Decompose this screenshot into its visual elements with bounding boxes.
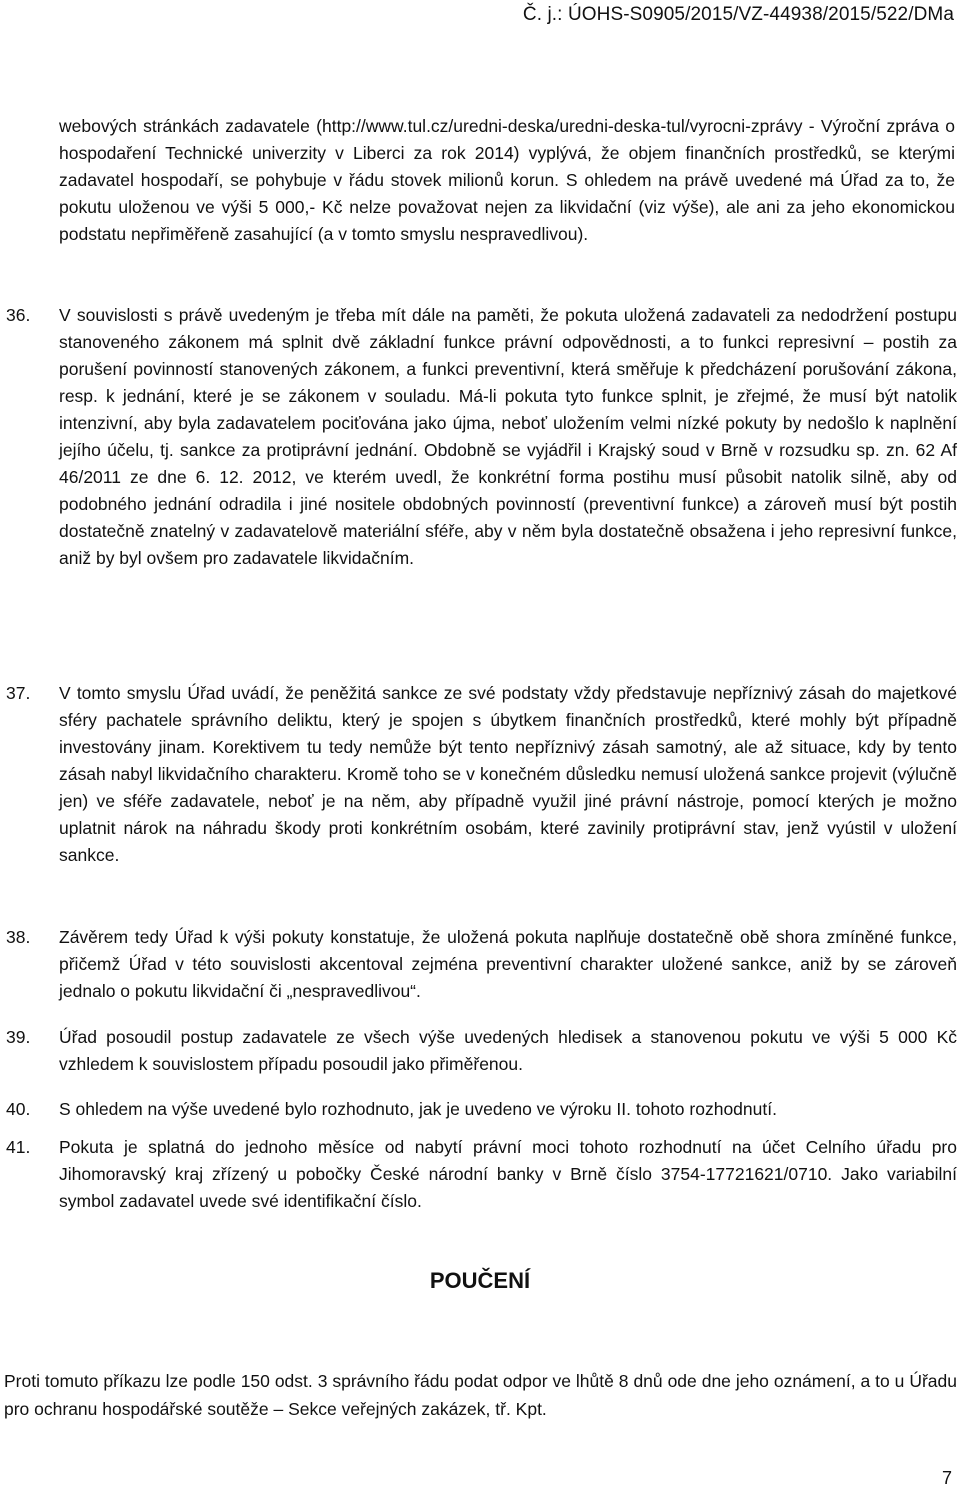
- section-heading: POUČENÍ: [429, 1268, 531, 1293]
- paragraph-text: V tomto smyslu Úřad uvádí, že peněžitá sankce ze své podstaty vždy představuje nepříznivý zásah do majetkové sféry pachatele správního deliktu, který je spojen s úbytkem finančních prostředků, které mohly být případně investovány jinam. Korektivem tu tedy nemůže být tento nepříznivý zásah samotný, ale až situace, kdy by tento zásah nabyl likvidačního charakteru. Kromě toho se v konečném důsledku nemusí uložená sankce projevit (výlučně jen) ve sféře zadavatele, neboť je na něm, aby případně využil jiné právní nástroje, pomocí kterých je možno uplatnit nárok na náhradu škody proti konkrétním osobám, které zavinily protiprávní stav, jenž vyústil v uložení sankce.: [59, 683, 957, 865]
- paragraph-41: [0, 1134, 960, 1215]
- paragraph-37: [0, 680, 960, 869]
- paragraph-40: [0, 1096, 960, 1123]
- page-number: 7: [941, 1468, 952, 1488]
- paragraph-text: Pokuta je splatná do jednoho měsíce od nabytí právní moci tohoto rozhodnutí na účet Celního úřadu pro Jihomoravský kraj zřízený u pobočky České národní banky v Brně číslo 3754-17721621/0710. Jako variabilní symbol zadavatel uvede své identifikační číslo.: [59, 1137, 957, 1211]
- paragraph-number: 41.: [6, 1137, 31, 1157]
- paragraph-number: 39.: [6, 1027, 31, 1047]
- document-reference: Č. j.: ÚOHS-S0905/2015/VZ-44938/2015/522/DMa: [522, 4, 954, 25]
- paragraph-number: 37.: [6, 683, 31, 703]
- paragraph-36: [0, 302, 960, 572]
- paragraph-text: Úřad posoudil postup zadavatele ze všech výše uvedených hledisek a stanovenou pokutu ve výši 5 000 Kč vzhledem k souvislostem případu posoudil jako přiměřenou.: [59, 1027, 957, 1074]
- paragraph-38: [0, 924, 960, 1005]
- paragraph-text: V souvislosti s právě uvedeným je třeba mít dále na paměti, že pokuta uložená zadavateli za nedodržení postupu stanoveného zákonem má splnit dvě základní funkce právní odpovědnosti, a to funkci represivní – postih za porušení povinností stanovených zákonem, a funkci preventivní, která směřuje k předcházení porušování zákona, resp. k jednání, které je se zákonem v souladu. Má-li pokuta tyto funkce splnit, je zřejmé, že musí být natolik intenzivní, aby byla zadavatelem pociťována jako újma, neboť uložením velmi nízké pokuty by nedošlo k naplnění jejího účelu, tj. sankce za protiprávní jednání. Obdobně se vyjádřil i Krajský soud v Brně v rozsudku sp. zn. 62 Af 46/2011 ze dne 6. 12. 2012, ve kterém uvedl, že konkrétní forma postihu musí působit natolik silně, aby od podobného jednání odradila i jiné nositele obdobných povinností (preventivní funkce) a zároveň musí být postih dostatečně znatelný v zadavatelově materiální sféře, aby v něm byla dostatečně obsažena i jeho represivní funkce, aniž by byl ovšem pro zadavatele likvidačním.: [59, 305, 957, 568]
- paragraph-text: Závěrem tedy Úřad k výši pokuty konstatuje, že uložená pokuta naplňuje dostatečně obě shora zmíněné funkce, přičemž Úřad v této souvislosti akcentoval zejména preventivní charakter uložené sankce, aniž by se zároveň jednalo o pokutu likvidační či „nespravedlivou“.: [59, 927, 957, 1001]
- paragraph-number: 38.: [6, 927, 31, 947]
- paragraph-text: S ohledem na výše uvedené bylo rozhodnuto, jak je uvedeno ve výroku II. tohoto rozhodnutí.: [59, 1099, 777, 1119]
- instruction-paragraph: Proti tomuto příkazu lze podle 150 odst. 3 správního řádu podat odpor ve lhůtě 8 dnů ode dne jeho oznámení, a to u Úřadu pro ochranu hospodářské soutěže – Sekce veřejných zakázek, tř. Kpt.: [4, 1371, 957, 1419]
- paragraph-number: 40.: [6, 1099, 31, 1119]
- continuation-paragraph: webových stránkách zadavatele (http://www.tul.cz/uredni-deska/uredni-deska-tul/vyrocni-zprávy - Výroční zpráva o hospodaření Technické univerzity v Liberci za rok 2014) vyplývá, že objem finančních prostředků, se kterými zadavatel hospodaří, se pohybuje v řádu stovek milionů korun. S ohledem na právě uvedené má Úřad za to, že pokutu uloženou ve výši 5 000,- Kč nelze považovat nejen za likvidační (viz výše), ale ani za jeho ekonomickou podstatu nepřiměřeně zasahující (a v tomto smyslu nespravedlivou).: [59, 116, 955, 244]
- paragraph-number: 36.: [6, 305, 31, 325]
- paragraph-39: [0, 1024, 960, 1078]
